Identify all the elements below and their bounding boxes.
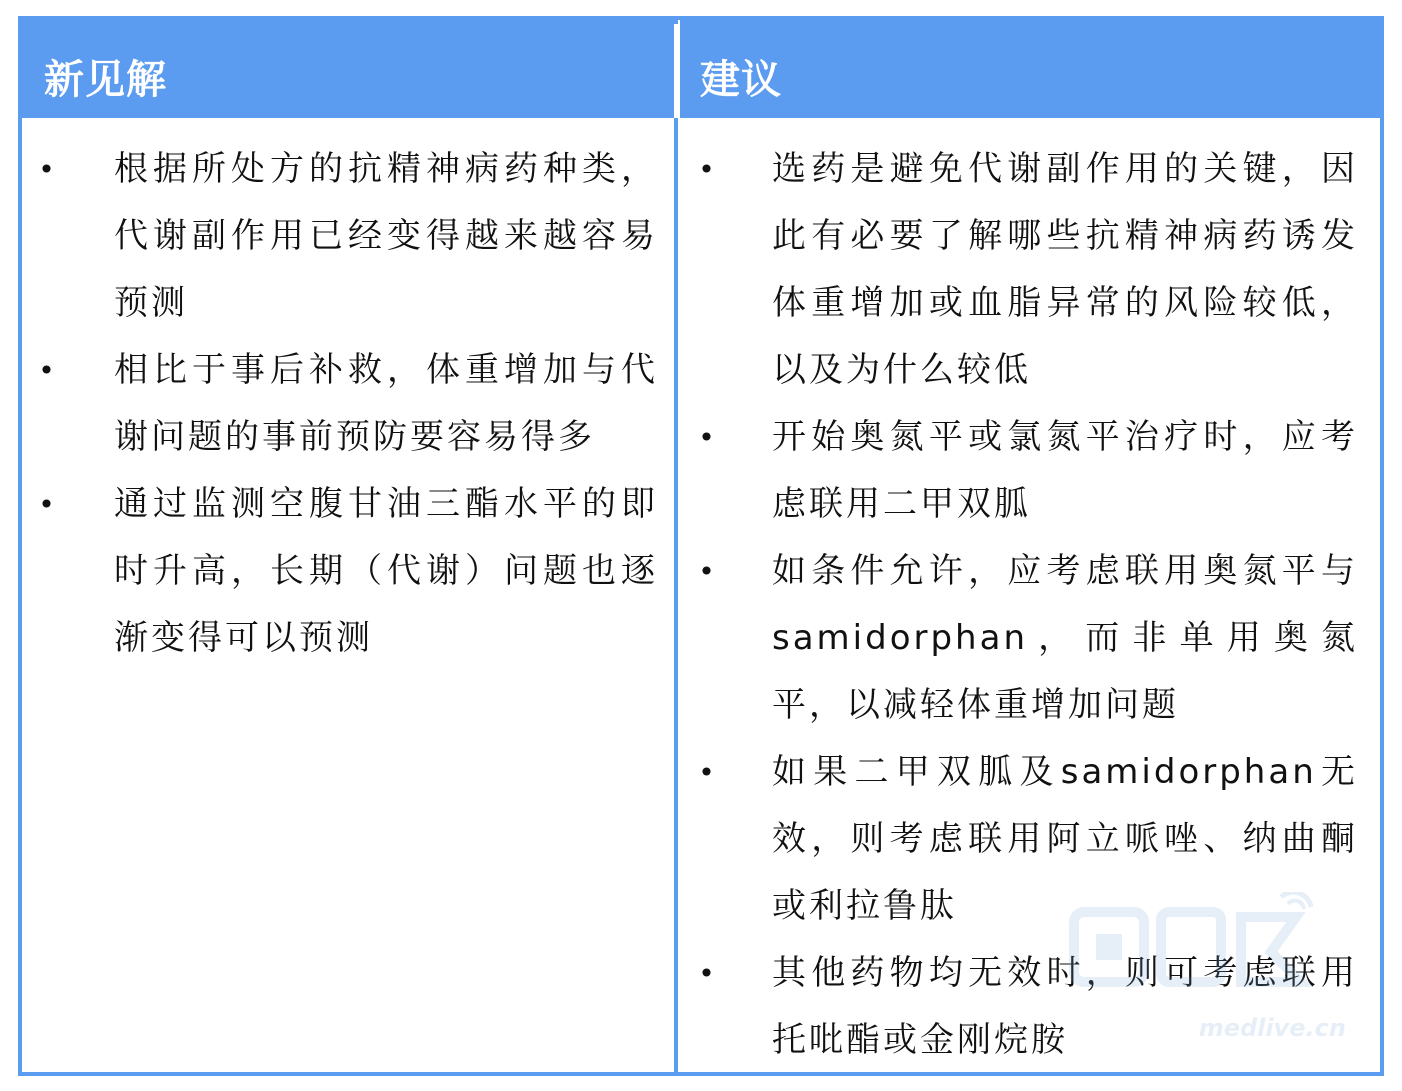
insights-title: 新见解 [44, 57, 167, 103]
list-item [22, 337, 676, 471]
bullet-icon: • [38, 153, 58, 186]
bullet-icon: • [698, 957, 718, 990]
insights-header [22, 20, 676, 118]
insight-text: 根据所处方的抗精神病药种类，代谢副作用已经变得越来越容易预测 [114, 149, 658, 323]
bullet-icon: • [698, 756, 718, 789]
recommendation-text: 如果二甲双胍及samidorphan无效，则考虑联用阿立哌唑、纳曲酮或利拉鲁肽 [772, 752, 1358, 926]
list-item [22, 136, 676, 337]
insight-text: 通过监测空腹甘油三酯水平的即时升高，长期（代谢）问题也逐渐变得可以预测 [114, 484, 658, 658]
bullet-icon: • [38, 488, 58, 521]
recommendation-text: 选药是避免代谢副作用的关键，因此有必要了解哪些抗精神病药诱发体重增加或血脂异常的风险较低，以及为什么较低 [772, 149, 1358, 390]
recommendation-text: 开始奥氮平或氯氮平治疗时，应考虑联用二甲双胍 [772, 417, 1358, 524]
bullet-icon: • [38, 354, 58, 387]
watermark-logo [986, 892, 1346, 1042]
recommendations-title: 建议 [700, 57, 782, 103]
recommendation-text: 如条件允许，应考虑联用奥氮平与samidorphan，而非单用奥氮平，以减轻体重增加问题 [772, 551, 1358, 725]
recommendations-header [680, 20, 1380, 118]
insights-list [22, 136, 676, 672]
insights-column [22, 20, 676, 1072]
column-divider [674, 20, 678, 1072]
bullet-icon: • [698, 153, 718, 186]
bullet-icon: • [698, 555, 718, 588]
bullet-icon: • [698, 421, 718, 454]
header-divider [674, 24, 678, 118]
comparison-table [18, 16, 1384, 1076]
list-item [680, 136, 1380, 404]
insight-text: 相比于事后补救，体重增加与代谢问题的事前预防要容易得多 [114, 350, 658, 457]
recommendation-text: 其他药物均无效时，则可考虑联用托吡酯或金刚烷胺 [772, 953, 1358, 1060]
watermark-logo-icon [1066, 892, 1326, 1002]
list-item [680, 538, 1380, 739]
list-item [22, 471, 676, 672]
watermark-text: medlive.cn [1198, 1014, 1346, 1042]
list-item [680, 404, 1380, 538]
